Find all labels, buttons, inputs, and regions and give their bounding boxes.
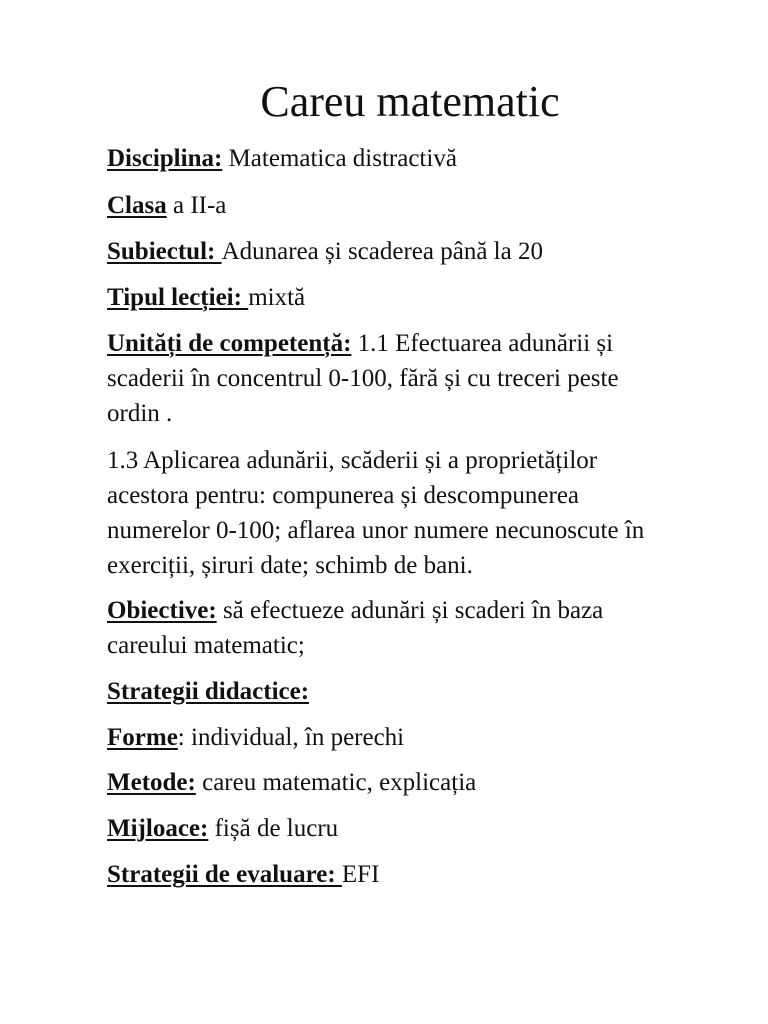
clasa-row — [107, 188, 226, 223]
metode-value: careu matematic, explicația — [195, 769, 477, 796]
metode-label: Metode: — [107, 769, 196, 796]
unitati-line-1: 1.1 Efectuarea adunării și — [351, 330, 614, 357]
subiectul-value: Adunarea și scaderea până la 20 — [221, 238, 543, 265]
strategii-didactice-label: Strategii didactice: — [107, 678, 310, 705]
obiective-line-2: careului matematic; — [107, 632, 305, 659]
clasa-value: a II-a — [166, 192, 227, 219]
strategii-evaluare-value: EFI — [341, 861, 380, 888]
disciplina-label: Disciplina: — [107, 145, 223, 172]
strategii-evaluare-label: Strategii de evaluare: — [107, 861, 342, 888]
obiective-paragraph — [107, 593, 727, 663]
disciplina-row — [107, 141, 457, 176]
clasa-label: Clasa — [107, 192, 167, 219]
forme-value: : individual, în perechi — [177, 724, 405, 751]
tipul-lectiei-label: Tipul lecției: — [107, 284, 249, 311]
mijloace-label: Mijloace: — [107, 815, 209, 842]
unitati-line-2: scaderii în concentrul 0-100, fără și cu treceri peste — [107, 365, 619, 392]
tipul-lectiei-row — [107, 280, 305, 315]
obiective-label: Obiective: — [107, 597, 217, 624]
subiectul-label: Subiectul: — [107, 238, 222, 265]
page-title: Careu matematic — [260, 77, 560, 126]
metode-row — [107, 765, 476, 800]
unitati-paragraph — [107, 326, 727, 431]
tipul-lectiei-value: mixtă — [248, 284, 306, 311]
competenta-1-3-paragraph — [107, 443, 727, 583]
competenta-line-3: numerelor 0-100; aflarea unor numere necunoscute în — [107, 517, 645, 544]
competenta-line-1: 1.3 Aplicarea adunării, scăderii și a proprietăților — [107, 447, 598, 474]
strategii-didactice-row — [107, 674, 309, 709]
forme-label: Forme — [107, 724, 178, 751]
subiectul-row — [107, 234, 543, 269]
mijloace-value: fișă de lucru — [208, 815, 339, 842]
mijloace-row — [107, 811, 338, 846]
forme-row — [107, 720, 404, 755]
competenta-line-4: exerciții, șiruri date; schimb de bani. — [107, 552, 473, 579]
disciplina-value: Matematica distractivă — [222, 145, 457, 172]
competenta-line-2: acestora pentru: compunerea și descompunerea — [107, 482, 580, 509]
obiective-line-1: să efectueze adunări și scaderi în baza — [216, 597, 604, 624]
unitati-line-3: ordin . — [107, 400, 173, 427]
unitati-label: Unități de competență: — [107, 330, 352, 357]
strategii-evaluare-row — [107, 857, 379, 892]
